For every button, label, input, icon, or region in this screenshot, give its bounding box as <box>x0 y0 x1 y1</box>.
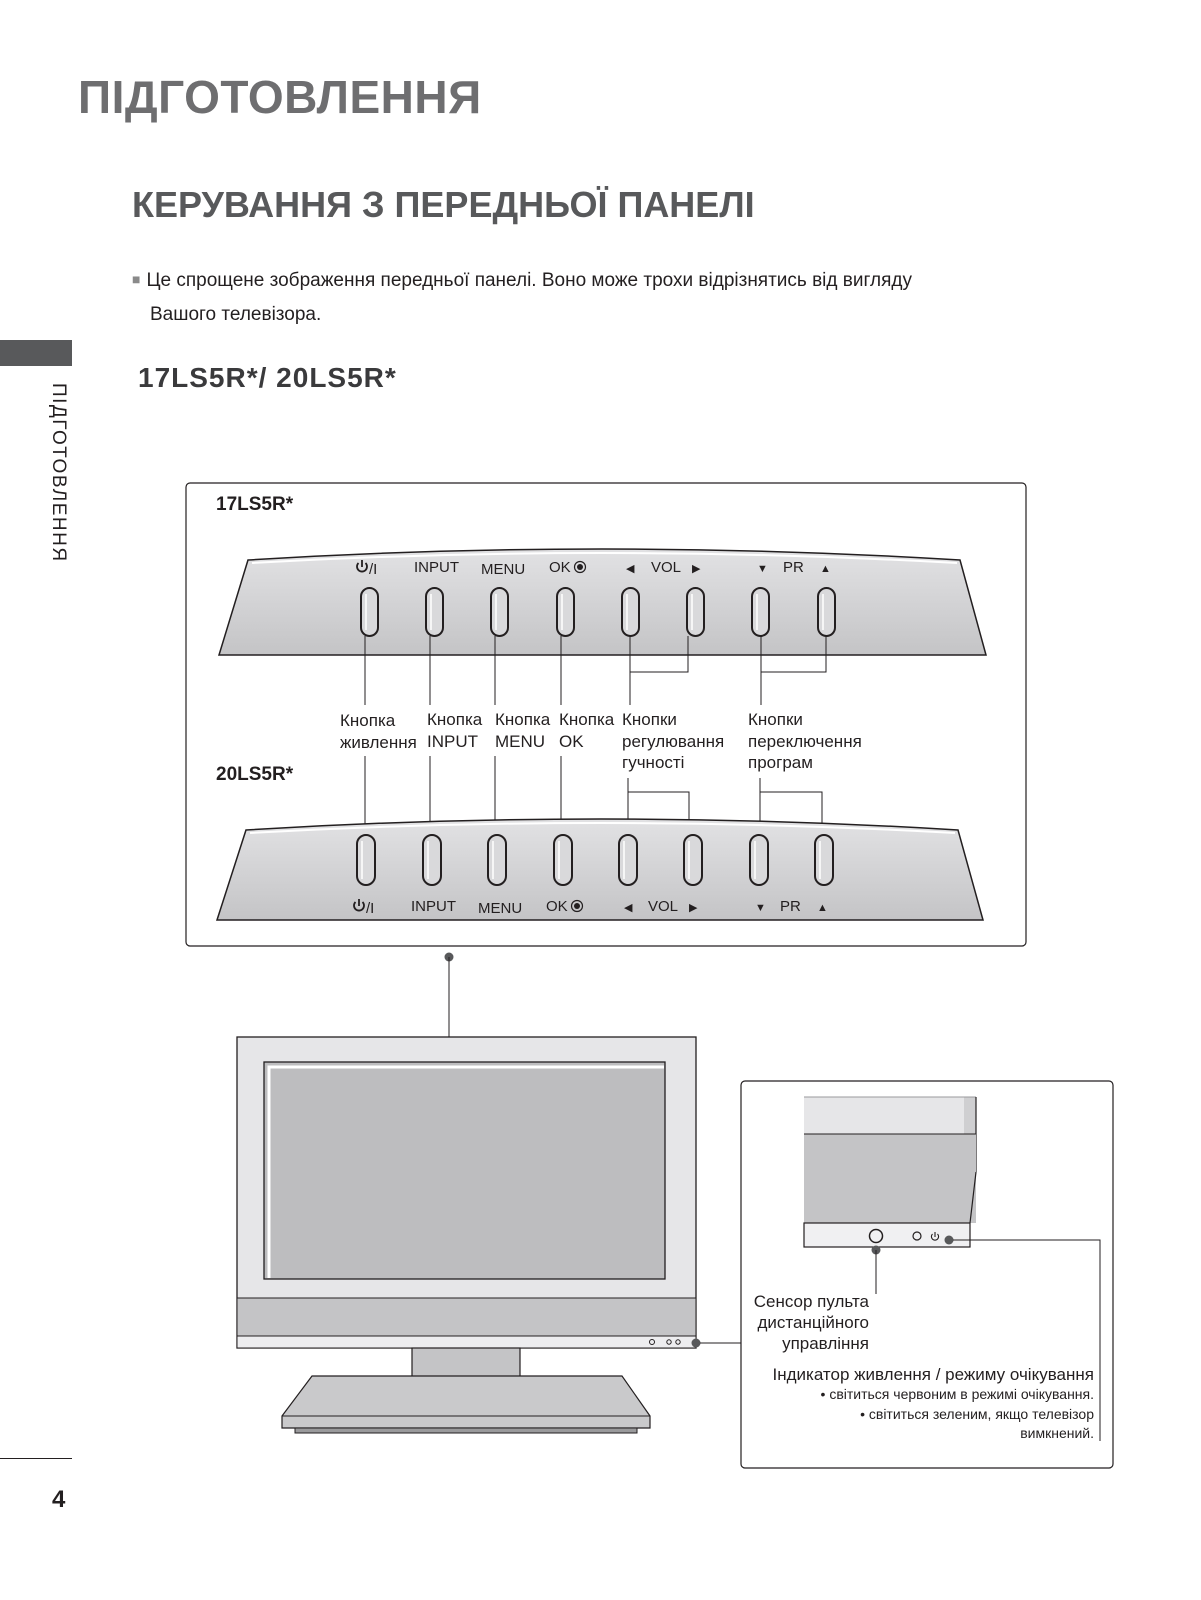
callout-ok-2: OK <box>559 732 584 751</box>
callout-volume-3: гучності <box>622 753 685 772</box>
callout-power-2: живлення <box>340 733 417 752</box>
pr-up-arrow-icon: ▲ <box>820 563 831 575</box>
detail-tv-corner <box>804 1097 976 1247</box>
vol-right-arrow-icon: ▶ <box>692 563 701 575</box>
callout-ok-1: Кнопка <box>559 710 615 729</box>
power-label-bottom: /I <box>366 900 375 917</box>
ok-button-bottom[interactable] <box>554 835 572 885</box>
callout-program-1: Кнопки <box>748 710 803 729</box>
section-title: КЕРУВАННЯ З ПЕРЕДНЬОЇ ПАНЕЛІ <box>132 184 755 225</box>
callout-menu-1: Кнопка <box>495 710 551 729</box>
vol-up-button-top[interactable] <box>687 588 704 636</box>
input-button-bottom[interactable] <box>423 835 441 885</box>
pr-down-button-top[interactable] <box>752 588 769 636</box>
intro-line-1: Це спрощене зображення передньої панелі. Воно може трохи відрізнятись від вигляду <box>146 270 912 291</box>
tv-illustration <box>237 1037 696 1433</box>
pr-label-top: PR <box>783 559 804 576</box>
bottom-control-panel <box>217 819 983 920</box>
indicator-green-note: • світиться зеленим, якщо телевізор <box>860 1406 1094 1422</box>
callout-program-2: переключення <box>748 732 862 751</box>
callout-menu-2: MENU <box>495 732 546 751</box>
callout-input-2: INPUT <box>427 732 478 751</box>
model-label-17: 17LS5R* <box>216 494 294 515</box>
vol-left-arrow-icon: ◀ <box>626 563 635 575</box>
frame-to-tv-connector <box>445 953 454 1038</box>
top-control-panel <box>219 549 986 655</box>
side-chapter-label: ПІДГОТОВЛЕННЯ <box>48 383 69 563</box>
callout-power-1: Кнопка <box>340 711 396 730</box>
callout-volume-2: регулювання <box>622 732 725 751</box>
pr-down-arrow-icon: ▼ <box>757 563 768 575</box>
page-title: ПІДГОТОВЛЕННЯ <box>78 71 482 123</box>
tv-to-detail-connector <box>692 1339 742 1348</box>
ok-label-bottom: OK <box>546 898 568 915</box>
callout-program-3: програм <box>748 753 813 772</box>
power-button-top[interactable] <box>361 588 378 636</box>
input-label-bottom: INPUT <box>411 898 456 915</box>
vol-right-arrow-icon: ▶ <box>689 902 698 914</box>
pr-up-button-top[interactable] <box>818 588 835 636</box>
input-label-top: INPUT <box>414 559 459 576</box>
pr-up-button-bottom[interactable] <box>815 835 833 885</box>
pr-down-arrow-icon: ▼ <box>755 902 766 914</box>
power-button-bottom[interactable] <box>357 835 375 885</box>
power-label-top: /I <box>369 561 378 578</box>
menu-label-bottom: MENU <box>478 900 523 917</box>
callout-input-1: Кнопка <box>427 710 483 729</box>
menu-button-bottom[interactable] <box>488 835 506 885</box>
vol-label-bottom: VOL <box>648 898 679 915</box>
indicator-red-note: • світиться червоним в режимі очікування. <box>820 1386 1094 1402</box>
input-button-top[interactable] <box>426 588 443 636</box>
vol-down-button-bottom[interactable] <box>619 835 637 885</box>
ok-button-top[interactable] <box>557 588 574 636</box>
menu-button-top[interactable] <box>491 588 508 636</box>
vol-left-arrow-icon: ◀ <box>624 902 633 914</box>
pr-label-bottom: PR <box>780 898 801 915</box>
sensor-label-3: управління <box>782 1334 869 1353</box>
vol-label-top: VOL <box>651 559 682 576</box>
bullet-square-icon: ■ <box>132 271 141 287</box>
ok-label-top: OK <box>549 559 571 576</box>
vol-down-button-top[interactable] <box>622 588 639 636</box>
model-label-20: 20LS5R* <box>216 764 294 785</box>
callout-volume-1: Кнопки <box>622 710 677 729</box>
sensor-label-2: дистанційного <box>757 1313 869 1332</box>
pr-up-arrow-icon: ▲ <box>817 902 828 914</box>
model-heading: 17LS5R*/ 20LS5R* <box>138 362 397 393</box>
menu-label-top: MENU <box>481 561 526 578</box>
intro-line-2: Вашого телевізора. <box>150 304 322 325</box>
indicator-title: Індикатор живлення / режиму очікування <box>772 1365 1094 1384</box>
indicator-green-note-2: вимкнений. <box>1020 1425 1094 1441</box>
pr-down-button-bottom[interactable] <box>750 835 768 885</box>
page-number: 4 <box>52 1486 66 1513</box>
sensor-label-1: Сенсор пульта <box>753 1292 869 1311</box>
vol-up-button-bottom[interactable] <box>684 835 702 885</box>
